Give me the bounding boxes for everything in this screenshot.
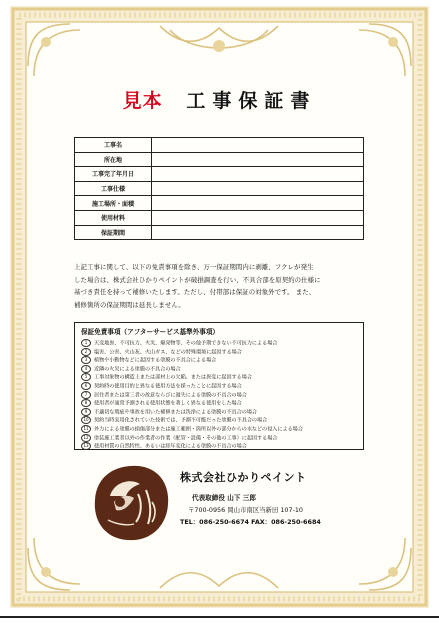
item-text: 外力による塗膜の損傷部分または施工範囲・箇所以外の部分からの水などの侵入による場合 [94, 426, 303, 433]
list-item [81, 434, 357, 443]
list-item [81, 373, 357, 382]
table-row [75, 196, 364, 211]
statement-line: 基づき責任を持って補修いたします。ただし、付帯部は保証の対象外です。 また、 [74, 288, 316, 296]
table-row [75, 181, 364, 196]
list-item [81, 399, 357, 408]
company-representative: 代表取締役 山下 三郎 [192, 494, 256, 502]
item-text: 近隣の火災による塗膜の不具合の場合 [94, 366, 181, 373]
item-number: 3 [81, 356, 91, 364]
item-number: 2 [81, 348, 91, 356]
warranty-statement [74, 261, 370, 311]
item-number: 13 [81, 442, 91, 450]
table-row [75, 167, 364, 182]
exemptions-title: 保証免責事項（アフターサービス基準外事項） [81, 328, 220, 336]
item-text: 使用材質の自然特性、あるいは経年変化による塗膜の不具合の場合 [94, 443, 247, 450]
statement-line: 補修箇所の保証期間は延長しません。 [74, 300, 185, 309]
item-number: 8 [81, 399, 91, 407]
row-value [152, 138, 364, 153]
row-value [152, 152, 364, 167]
row-value [152, 210, 364, 225]
item-text: 塩害、公害、火山灰、火山ガス、などの特殊環境に起因する場合 [94, 349, 242, 356]
item-text: 契約時の使用目的と異なる使用方法を採ったことに起因する場合 [94, 383, 242, 390]
row-label: 使用材料 [75, 210, 152, 225]
row-label: 施工場所・面積 [75, 196, 152, 211]
row-value [152, 225, 364, 240]
item-text: 契約当時実用化されていた技術では、予測不可能だった塗膜の不具合の場合 [94, 417, 268, 424]
company-block [180, 469, 321, 526]
table-row [75, 138, 364, 153]
item-text: 工事対象物の構造上または部材上の欠陥、または異変に起因する場合 [94, 374, 252, 381]
item-number: 4 [81, 365, 91, 373]
row-value [152, 167, 364, 182]
row-label: 工事仕様 [75, 181, 152, 196]
table-row [75, 152, 364, 167]
list-item [81, 391, 357, 400]
statement-line: 上記工事に関して、以下の免責事項を除き、万一保証期間内に剥離、フクレが発生 [74, 263, 314, 271]
row-label: 工事名 [75, 138, 152, 153]
list-item [81, 365, 357, 374]
row-value [152, 181, 364, 196]
exemptions-box [74, 322, 364, 450]
item-text: 塗装施工業者以外の作業者の作業（配管・設備・その他の工事）に起因する場合 [94, 435, 278, 442]
item-number: 12 [81, 434, 91, 442]
item-number: 6 [81, 382, 91, 390]
page-divider [0, 616, 439, 618]
construction-info-table [74, 137, 364, 240]
row-label: 所在地 [75, 152, 152, 167]
item-text: 使用者が通常予測される使用状態を著しく異なる使用をした場合 [94, 400, 242, 407]
certificate-title: 工事保証書 [186, 90, 317, 112]
item-number: 7 [81, 391, 91, 399]
list-item [81, 416, 357, 425]
table-row [75, 225, 364, 240]
row-label: 工事完了年月日 [75, 167, 152, 182]
list-item [81, 356, 357, 365]
item-text: 植物や小動物などに起因する塗膜の不具合による場合 [94, 357, 217, 364]
list-item [81, 442, 357, 451]
company-logo [90, 462, 172, 544]
table-row [75, 210, 364, 225]
item-text: 天変地異、不可抗力、火災、爆発物等、その他予期できない不可抗力による場合 [94, 340, 278, 347]
company-address: 〒700-0956 岡山市南区当新田 107-10 [188, 506, 303, 514]
list-item [81, 348, 357, 357]
sample-stamp-text: 見本 [122, 90, 163, 112]
list-item [81, 339, 357, 348]
list-item [81, 408, 357, 417]
row-value [152, 196, 364, 211]
company-name: 株式会社ひかりペイント [180, 471, 307, 484]
item-number: 11 [81, 425, 91, 433]
item-number: 10 [81, 416, 91, 424]
company-phone-fax: TEL：086-250-6674 FAX：086-250-6684 [180, 518, 321, 526]
item-number: 9 [81, 408, 91, 416]
item-text: 不適切な瑕疵や事故を用いた補修または洗浄による塗膜の不具合の場合 [94, 409, 258, 416]
list-item [81, 382, 357, 391]
statement-line: した場合は、株式会社ひかりペイントが破損調査を行い、不具合部を原契約の仕様に [74, 275, 321, 284]
item-text: 居住者または第三者の故意ならびに過失による塗膜の不具合の場合 [94, 392, 247, 399]
item-number: 1 [81, 339, 91, 347]
item-number: 5 [81, 373, 91, 381]
exemptions-list [81, 339, 357, 451]
list-item [81, 425, 357, 434]
page-title [0, 86, 439, 113]
row-label: 保証期間 [75, 225, 152, 240]
